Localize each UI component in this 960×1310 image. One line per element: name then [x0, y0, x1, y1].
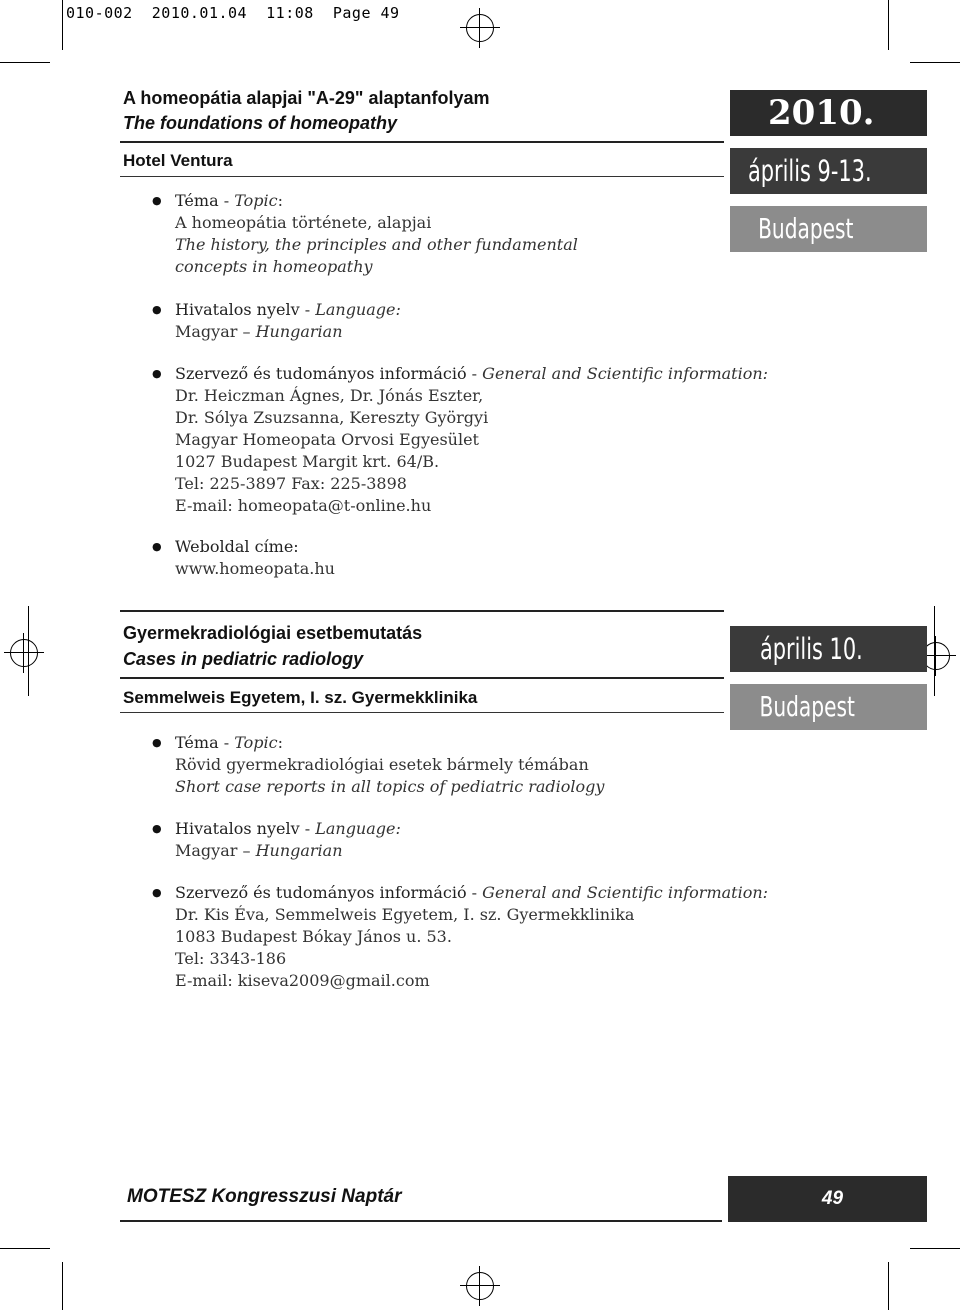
event1-rule: [120, 141, 724, 143]
event2-language: ● Hivatalos nyelv - Language: Magyar – Hungarian: [152, 819, 401, 860]
bullet-icon: ●: [152, 736, 162, 749]
event1-email-link[interactable]: E-mail: homeopata@t-online.hu: [175, 496, 432, 515]
crop-mark: [888, 1262, 889, 1310]
bullet-icon: ●: [152, 194, 162, 207]
footer-rule: [120, 1220, 722, 1222]
page-number: 49: [728, 1176, 927, 1222]
event2-venue-rule: [120, 712, 724, 713]
event1-website: ● Weboldal címe: www.homeopata.hu: [152, 537, 335, 578]
event1-title-en: The foundations of homeopathy: [123, 113, 397, 133]
event1-date: április 9-13.: [748, 154, 872, 188]
crop-mark: [888, 0, 889, 50]
event1-venue: Hotel Ventura: [123, 151, 233, 170]
event2-title-en: Cases in pediatric radiology: [123, 649, 364, 669]
event2-city-box: [730, 684, 927, 730]
event1-topic: ● Téma - Topic: A homeopátia története, alapjai The history, the principles and other fundamental concepts in homeopathy: [152, 191, 578, 276]
bullet-icon: ●: [152, 303, 162, 316]
crop-mark: [910, 1248, 960, 1249]
bullet-icon: ●: [152, 540, 162, 553]
bullet-icon: ●: [152, 822, 162, 835]
event2-venue: Semmelweis Egyetem, I. sz. Gyermekklinika: [123, 688, 478, 707]
event2-email-link[interactable]: E-mail: kiseva2009@gmail.com: [175, 971, 430, 990]
event1-organizer: ● Szervező és tudományos információ - General and Scientific information: Dr. Heiczman Ágnes, Dr. Jónás Eszter, Dr. Sólya Zsuzsanna, Kereszty Györgyi Magyar Homeopata Orvosi Egyesület 1027 Budapest Margit krt. 64/B. Tel: 225-3897 Fax: 225-3898 E-mail: homeopata@t-online.hu: [152, 364, 769, 515]
registration-mark-icon: [4, 633, 44, 673]
crop-mark: [62, 0, 63, 50]
registration-mark-icon: [460, 8, 500, 48]
crop-mark: [910, 62, 960, 63]
event1-date-box: [730, 148, 927, 194]
event2-city: Budapest: [759, 690, 855, 723]
registration-mark-icon: [460, 1266, 500, 1306]
event2-title: Gyermekradiológiai esetbemutatás: [123, 623, 423, 643]
event1-year-box: [730, 90, 927, 136]
event1-venue-rule: [120, 176, 724, 177]
event1-website-link[interactable]: www.homeopata.hu: [175, 559, 335, 578]
bullet-icon: ●: [152, 886, 162, 899]
event1-title: A homeopátia alapjai "A-29" alaptanfolyam: [123, 88, 490, 108]
bullet-icon: ●: [152, 367, 162, 380]
event1-language: ● Hivatalos nyelv - Language: Magyar – Hungarian: [152, 300, 401, 341]
crop-mark: [0, 62, 50, 63]
crop-mark: [62, 1262, 63, 1310]
print-slug: 010-002 2010.01.04 11:08 Page 49: [66, 4, 400, 22]
event2-date: április 10.: [760, 632, 863, 666]
crop-mark: [0, 1248, 50, 1249]
event2-date-box: [730, 626, 927, 672]
event2-organizer: ● Szervező és tudományos információ - General and Scientific information: Dr. Kis Éva, Semmelweis Egyetem, I. sz. Gyermekklinika 1083 Budapest Bókay János u. 53. Tel: 3343-186 E-mail: kiseva2009@gmail.com: [152, 883, 769, 990]
event2-rule: [120, 677, 724, 679]
event1-city: Budapest: [758, 212, 854, 245]
event1-city-box: [730, 206, 927, 252]
footer-title: MOTESZ Kongresszusi Naptár: [127, 1186, 402, 1207]
event2-topic: ● Téma - Topic: Rövid gyermekradiológiai esetek bármely témában Short case reports in all topics of pediatric radiology: [152, 733, 605, 796]
event1-year: 2010.: [768, 93, 875, 133]
event2-top-rule: [120, 610, 724, 612]
